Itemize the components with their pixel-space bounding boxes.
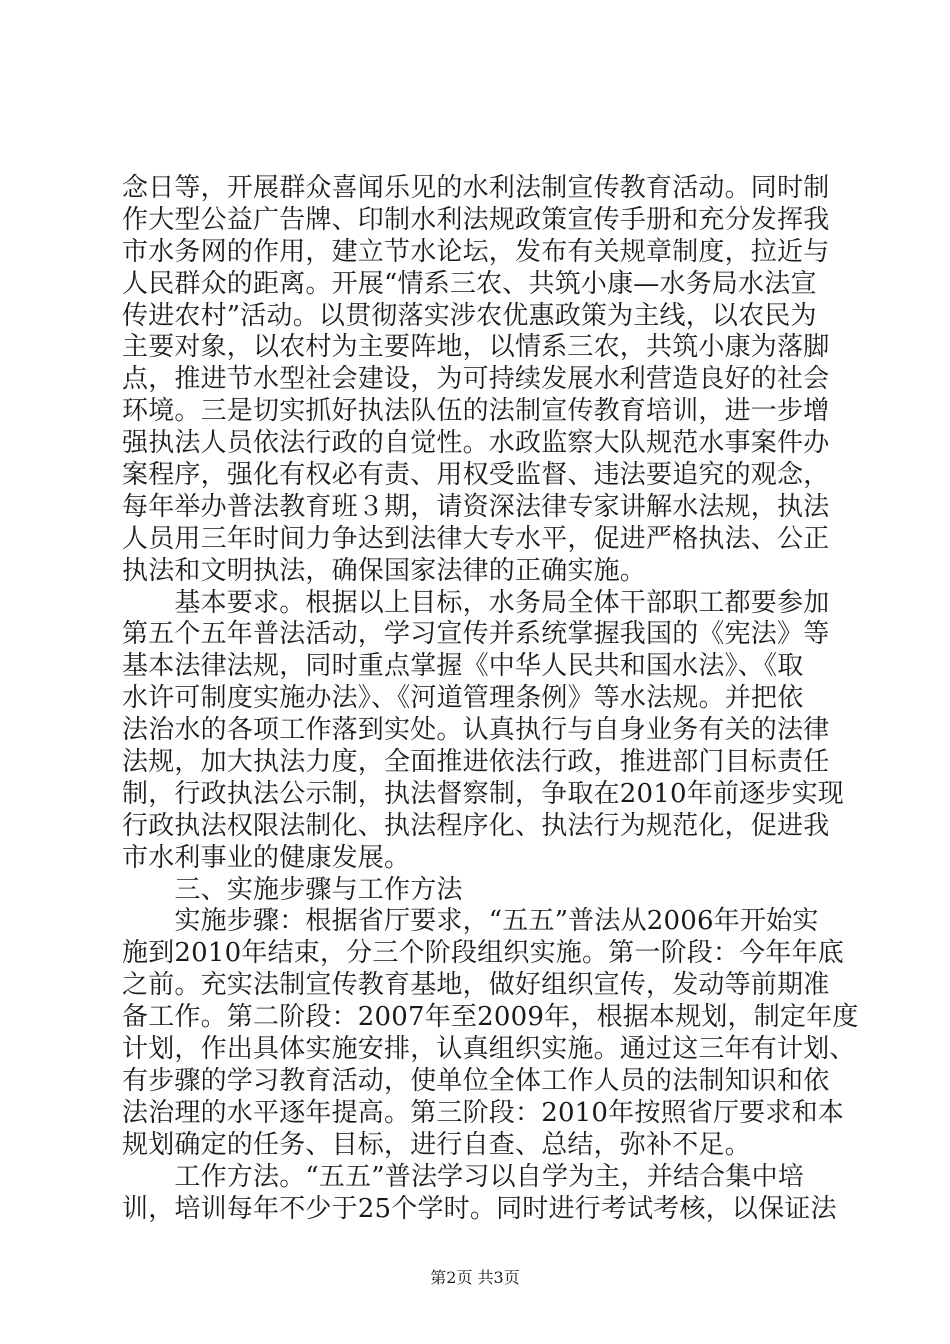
text-line: 法治理的水平逐年提高。第三阶段：2010年按照省厅要求和本 <box>122 1097 844 1128</box>
text-line: 市水务网的作用，建立节水论坛，发布有关规章制度，拉近与 <box>122 236 830 267</box>
text-line: 基本要求。根据以上目标，水务局全体干部职工都要参加 <box>122 587 830 618</box>
text-line: 执法和文明执法，确保国家法律的正确实施。 <box>122 555 647 586</box>
text-line: 主要对象，以农村为主要阵地，以情系三农，共筑小康为落脚 <box>122 332 830 363</box>
text-line: 点，推进节水型社会建设，为可持续发展水利营造良好的社会 <box>122 364 830 395</box>
text-line: 每年举办普法教育班３期，请资深法律专家讲解水法规，执法 <box>122 491 830 522</box>
text-line: 环境。三是切实抓好执法队伍的法制宣传教育培训，进一步增 <box>122 396 830 427</box>
text-line: 强执法人员依法行政的自觉性。水政监察大队规范水事案件办 <box>122 428 830 459</box>
text-line: 工作方法。“五五”普法学习以自学为主，并结合集中培 <box>122 1161 804 1192</box>
text-line: 计划，作出具体实施安排，认真组织实施。通过这三年有计划、 <box>122 1034 856 1065</box>
text-line: 基本法律法规，同时重点掌握《中华人民共和国水法》、《取 <box>122 651 804 682</box>
text-line: 法规，加大执法力度，全面推进依法行政，推进部门目标责任 <box>122 747 830 778</box>
text-line: 备工作。第二阶段：2007年至2009年，根据本规划，制定年度 <box>122 1002 859 1033</box>
text-line: 制，行政执法公示制，执法督察制，争取在2010年前逐步实现 <box>122 778 844 809</box>
page-number: 第2页 共3页 <box>430 1268 520 1287</box>
text-line: 作大型公益广告牌、印制水利法规政策宣传手册和充分发挥我 <box>122 204 830 235</box>
text-line: 训，培训每年不少于25个学时。同时进行考试考核，以保证法 <box>122 1193 837 1224</box>
section-heading: 三、实施步骤与工作方法 <box>122 874 463 905</box>
text-line: 案程序，强化有权必有责、用权受监督、违法要追究的观念， <box>122 460 830 491</box>
body-text <box>122 173 859 1225</box>
text-line: 念日等，开展群众喜闻乐见的水利法制宣传教育活动。同时制 <box>122 173 830 203</box>
text-line: 规划确定的任务、目标，进行自查、总结，弥补不足。 <box>122 1129 751 1160</box>
text-line: 实施步骤：根据省厅要求，“五五”普法从2006年开始实 <box>122 906 819 937</box>
text-line: 之前。充实法制宣传教育基地，做好组织宣传，发动等前期准 <box>122 970 830 1001</box>
text-line: 有步骤的学习教育活动，使单位全体工作人员的法制知识和依 <box>122 1065 830 1096</box>
text-line: 人民群众的距离。开展“情系三农、共筑小康—水务局水法宣 <box>122 268 817 299</box>
text-line: 市水利事业的健康发展。 <box>122 842 411 873</box>
text-line: 传进农村”活动。以贯彻落实涉农优惠政策为主线，以农民为 <box>122 300 817 331</box>
text-line: 第五个五年普法活动，学习宣传并系统掌握我国的《宪法》等 <box>122 619 830 650</box>
text-line: 人员用三年时间力争达到法律大专水平，促进严格执法、公正 <box>122 523 830 554</box>
text-line: 水许可制度实施办法》、《河道管理条例》等水法规。并把依 <box>122 683 804 714</box>
text-line: 施到2010年结束，分三个阶段组织实施。第一阶段：今年年底 <box>122 938 844 969</box>
text-line: 法治水的各项工作落到实处。认真执行与自身业务有关的法律 <box>122 715 830 746</box>
text-line: 行政执法权限法制化、执法程序化、执法行为规范化，促进我 <box>122 810 830 841</box>
